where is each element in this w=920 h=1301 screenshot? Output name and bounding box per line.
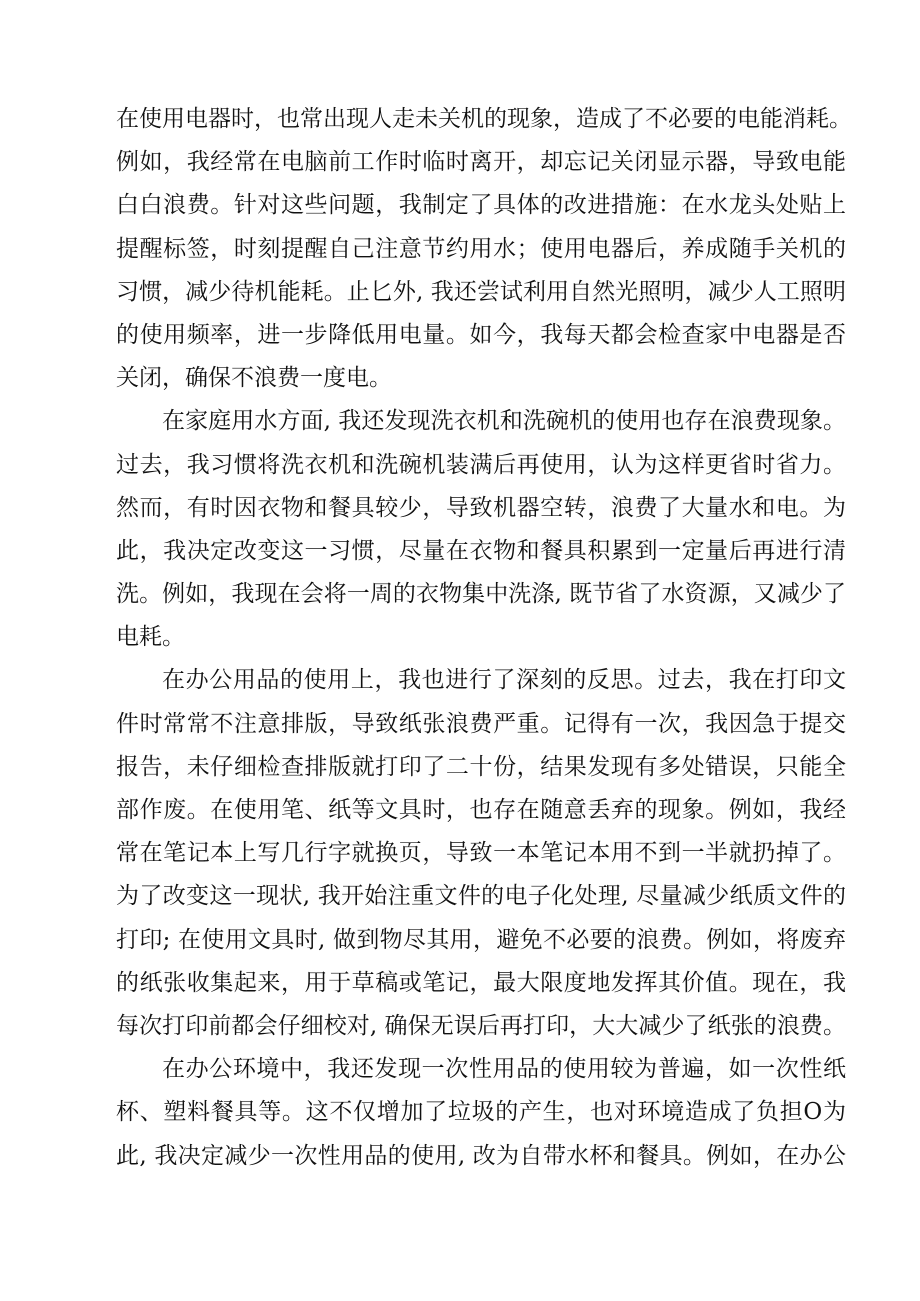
- text-line: 关闭，确保不浪费一度电。: [116, 365, 392, 392]
- text-line: 此, 我决定减少一次性用品的使用, 改为自带水杯和餐具。例如，在办公: [116, 1142, 846, 1169]
- paragraph-office-supplies: [116, 659, 846, 1048]
- text-line: 然而，有时因衣物和餐具较少，导致机器空转，浪费了大量水和电。为: [116, 494, 846, 521]
- text-line: 常在笔记本上写几行字就换页，导致一本笔记本用不到一半就扔掉了。: [116, 840, 846, 867]
- text-line: 例如，我经常在电脑前工作时临时离开，却忘记关闭显示器，导致电能: [116, 149, 846, 176]
- text-line: 杯、塑料餐具等。这不仅增加了垃圾的产生，也对环境造成了负担O为: [116, 1099, 846, 1126]
- paragraph-household-water: [116, 400, 846, 659]
- text-line: 报告，未仔细检查排版就打印了二十份，结果发现有多处错误，只能全: [116, 753, 846, 780]
- text-line: 打印; 在使用文具时, 做到物尽其用，避免不必要的浪费。例如，将废弃: [116, 926, 846, 953]
- text-line: 过去，我习惯将洗衣机和洗碗机装满后再使用，认为这样更省时省力。: [116, 451, 846, 478]
- text-line: 为了改变这一现状, 我开始注重文件的电子化处理, 尽量减少纸质文件的: [116, 883, 846, 910]
- text-line: 在办公用品的使用上，我也进行了深刻的反思。过去，我在打印文: [162, 667, 846, 694]
- text-line: 白白浪费。针对这些问题，我制定了具体的改进措施：在水龙头处贴上: [116, 192, 846, 219]
- text-line: 在使用电器时，也常出现人走未关机的现象，造成了不必要的电能消耗。: [116, 106, 852, 132]
- text-line: 部作废。在使用笔、纸等文具时，也存在随意丢弃的现象。例如，我经: [116, 797, 846, 823]
- paragraph-electricity: [116, 98, 852, 400]
- document-body: [116, 98, 852, 1178]
- text-line: 件时常常不注意排版，导致纸张浪费严重。记得有一次，我因急于提交: [116, 710, 846, 737]
- text-line: 此，我决定改变这一习惯，尽量在衣物和餐具积累到一定量后再进行清: [116, 537, 846, 564]
- text-line: 的纸张收集起来，用于草稿或笔记，最大限度地发挥其价值。现在，我: [116, 969, 846, 996]
- text-line: 的使用频率，进一步降低用电量。如今，我每天都会检查家中电器是否: [116, 321, 846, 348]
- text-line: 提醒标签，时刻提醒自己注意节约用水；使用电器后，养成随手关机的: [116, 235, 846, 262]
- paragraph-disposables: [116, 1048, 846, 1178]
- text-line: 在家庭用水方面, 我还发现洗衣机和洗碗机的使用也存在浪费现象。: [162, 408, 846, 435]
- text-line: 在办公环境中，我还发现一次性用品的使用较为普遍，如一次性纸: [162, 1056, 846, 1083]
- text-line: 电耗。: [116, 624, 185, 651]
- text-line: 习惯，减少待机能耗。止匕外, 我还尝试利用自然光照明，减少人工照明: [116, 278, 846, 305]
- text-line: 洗。例如，我现在会将一周的衣物集中洗涤, 既节省了水资源，又减少了: [116, 581, 846, 608]
- text-line: 每次打印前都会仔细校对, 确保无误后再打印，大大减少了纸张的浪费。: [116, 1012, 846, 1039]
